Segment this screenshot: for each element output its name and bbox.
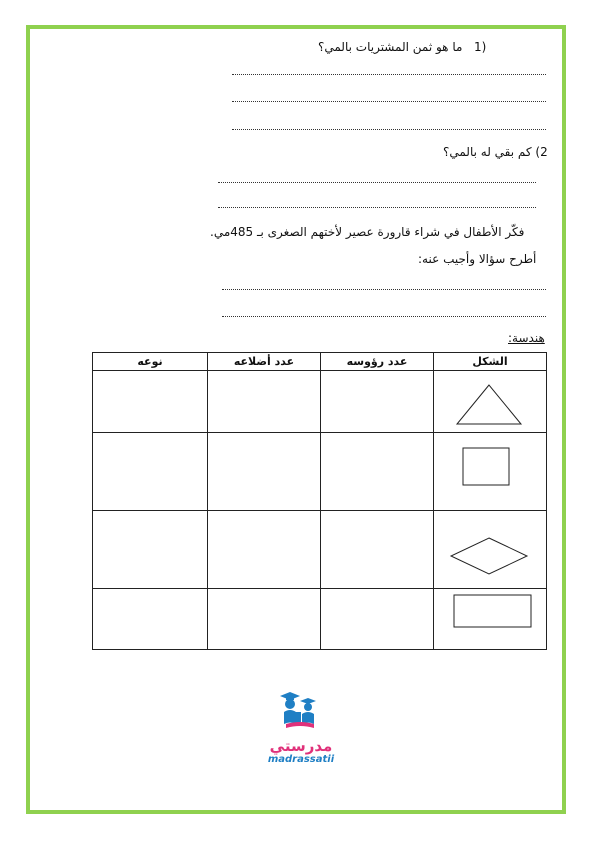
sides-cell[interactable] — [208, 511, 321, 589]
answer-line-3[interactable] — [232, 129, 546, 130]
answer-line-5[interactable] — [218, 207, 536, 208]
triangle-icon — [433, 371, 546, 428]
question-1-text: ما هو ثمن المشتريات بالمي؟ — [318, 40, 463, 54]
table-row — [93, 433, 547, 511]
type-cell[interactable] — [93, 371, 208, 433]
rectangle-icon — [433, 589, 546, 645]
answer-line-4[interactable] — [218, 182, 536, 183]
vertices-cell[interactable] — [321, 433, 434, 511]
square-icon — [433, 433, 546, 506]
header-vertices: عدد رؤوسه — [321, 353, 434, 371]
rhombus-icon — [433, 511, 546, 584]
shape-cell — [434, 511, 547, 589]
table-row — [93, 589, 547, 650]
question-1-number: 1) — [474, 40, 487, 54]
table-row — [93, 371, 547, 433]
sides-cell[interactable] — [208, 371, 321, 433]
shape-cell — [434, 433, 547, 511]
shape-cell — [434, 371, 547, 433]
shape-cell — [434, 589, 547, 650]
geometry-title: هندسة: — [508, 331, 545, 345]
reading-kids-icon — [276, 690, 326, 734]
answer-line-1[interactable] — [232, 74, 546, 75]
table-row — [93, 511, 547, 589]
table-header-row — [93, 353, 547, 371]
answer-line-6[interactable] — [222, 289, 546, 290]
header-type: نوعه — [93, 353, 208, 371]
geometry-table — [92, 352, 547, 650]
answer-line-7[interactable] — [222, 316, 546, 317]
logo-latin-text: madrassatii — [267, 754, 335, 765]
answer-line-2[interactable] — [232, 101, 546, 102]
sides-cell[interactable] — [208, 589, 321, 650]
logo-arabic-text: مدرستي — [269, 737, 333, 755]
problem-instruction: أطرح سؤالا وأجيب عنه: — [418, 252, 537, 266]
type-cell[interactable] — [93, 589, 208, 650]
vertices-cell[interactable] — [321, 511, 434, 589]
header-sides: عدد أضلاعه — [208, 353, 321, 371]
vertices-cell[interactable] — [321, 589, 434, 650]
vertices-cell[interactable] — [321, 371, 434, 433]
madrassatii-logo — [265, 690, 337, 766]
question-2-text: 2) كم بقي له بالمي؟ — [443, 145, 548, 159]
header-shape: الشكل — [434, 353, 547, 371]
type-cell[interactable] — [93, 433, 208, 511]
problem-statement: فكّر الأطفال في شراء قارورة عصير لأختهم الصغرى بـ 485مي. — [210, 225, 525, 239]
type-cell[interactable] — [93, 511, 208, 589]
sides-cell[interactable] — [208, 433, 321, 511]
